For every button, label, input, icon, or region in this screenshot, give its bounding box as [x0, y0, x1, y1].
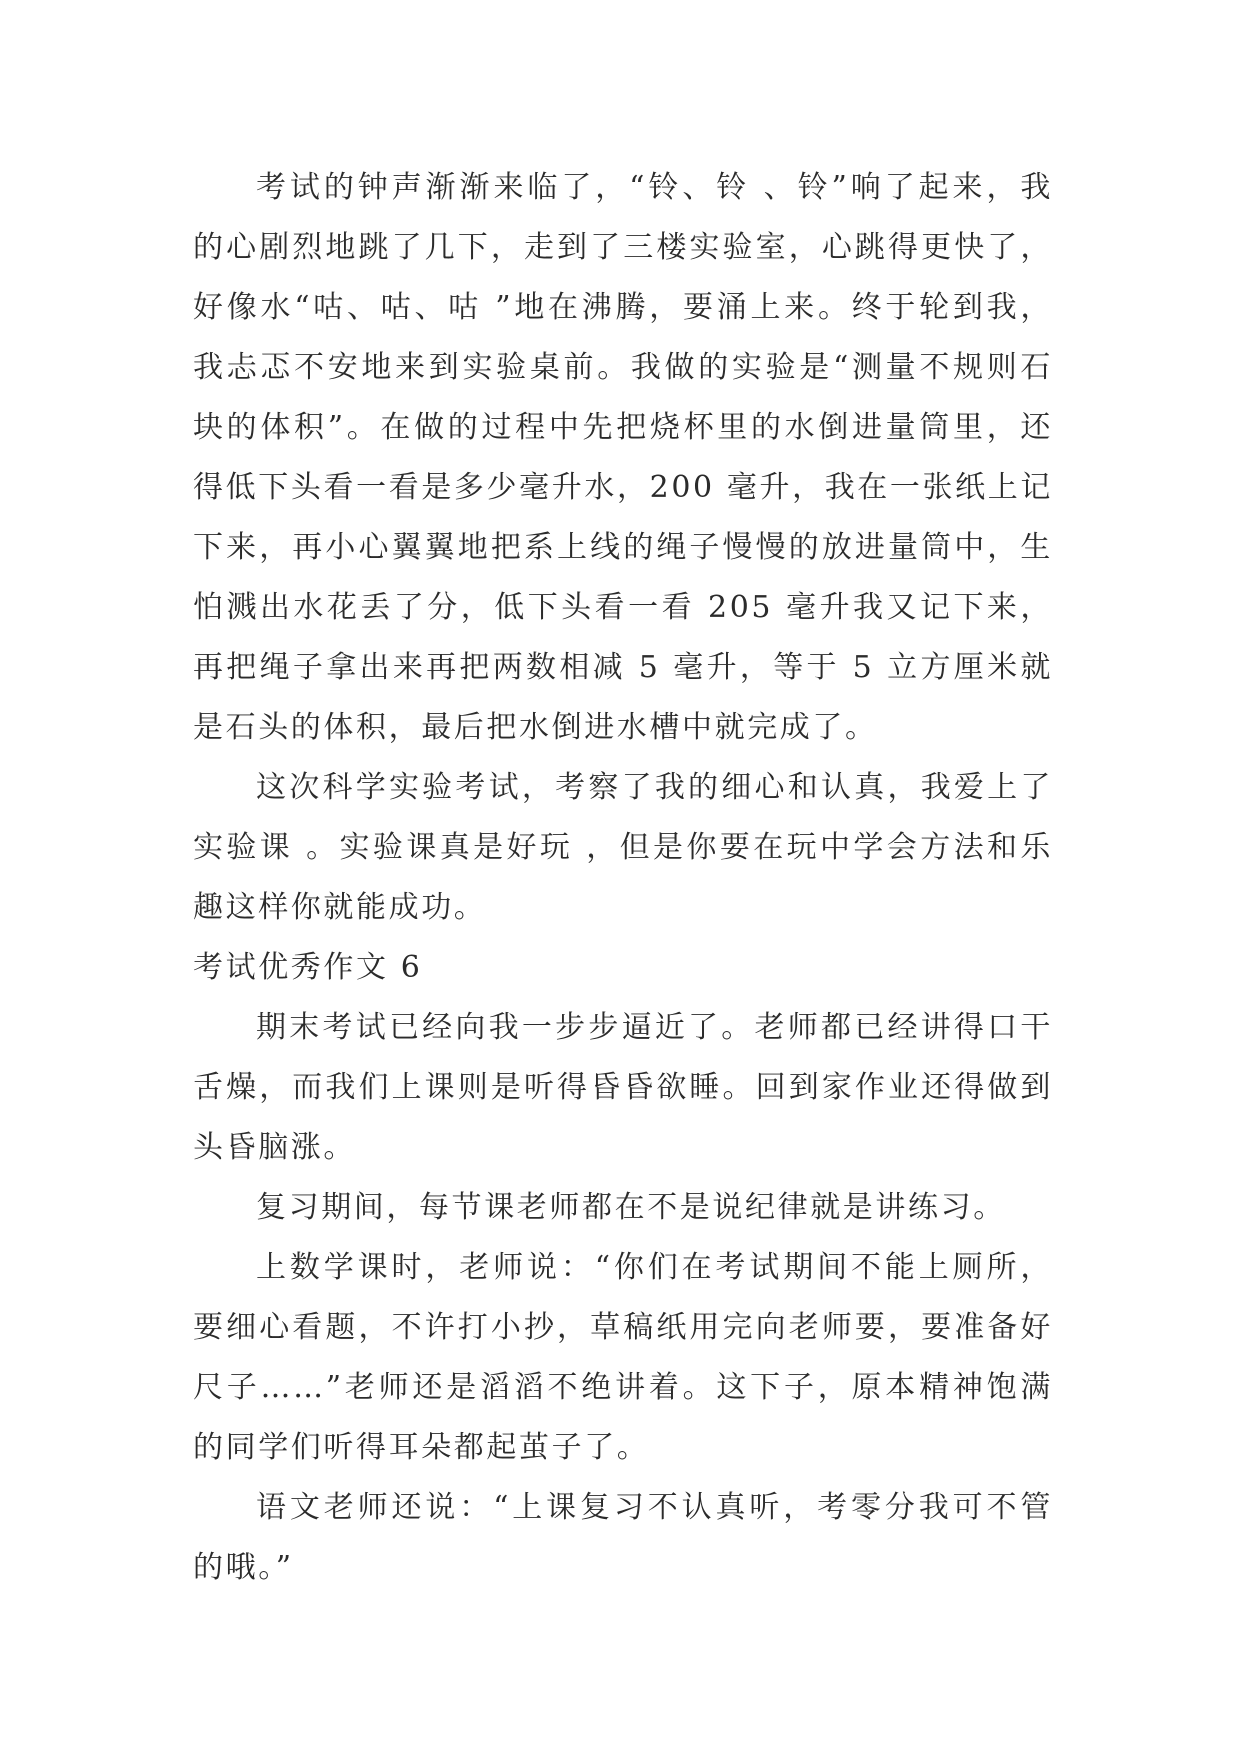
paragraph-experiment-conclusion: 这次科学实验考试，考察了我的细心和认真，我爱上了实验课 。实验课真是好玩 ，但是你要在玩中学会方法和乐趣这样你就能成功。 — [193, 770, 1053, 925]
paragraph-final-exam-approach: 期末考试已经向我一步步逼近了。老师都已经讲得口干舌燥，而我们上课则是听得昏昏欲睡。回到家作业还得做到头昏脑涨。 — [193, 1010, 1053, 1165]
paragraph-chinese-teacher: 语文老师还说：“上课复习不认真听，考零分我可不管的哦。” — [193, 1490, 1053, 1585]
essay-heading: 考试优秀作文 6 — [193, 950, 423, 985]
paragraph-exam-experiment: 考试的钟声渐渐来临了，“铃、铃 、铃”响了起来，我的心剧烈地跳了几下，走到了三楼实验室，心跳得更快了，好像水“咕、咕、咕 ”地在沸腾，要涌上来。终于轮到我，我忐忑不安地来到实验桌前。我做的实验是“测量不规则石块的体积”。在做的过程中先把烧杯里的水倒进量筒里，还得低下头看一看是多少毫升水，200 毫升，我在一张纸上记下来，再小心翼翼地把系上线的绳子慢慢的放进量筒中，生怕溅出水花丢了分，低下头看一看 205 毫升我又记下来，再把绳子拿出来再把两数相减 5 毫升，等于 5 立方厘米就是石头的体积，最后把水倒进水槽中就完成了。 — [193, 170, 1053, 745]
paragraph-math-class: 上数学课时，老师说：“你们在考试期间不能上厕所，要细心看题，不许打小抄，草稿纸用完向老师要，要准备好尺子……”老师还是滔滔不绝讲着。这下子，原本精神饱满的同学们听得耳朵都起茧子了。 — [193, 1250, 1053, 1465]
document-body — [193, 158, 1053, 1598]
paragraph-review-period: 复习期间，每节课老师都在不是说纪律就是讲练习。 — [256, 1190, 1006, 1225]
